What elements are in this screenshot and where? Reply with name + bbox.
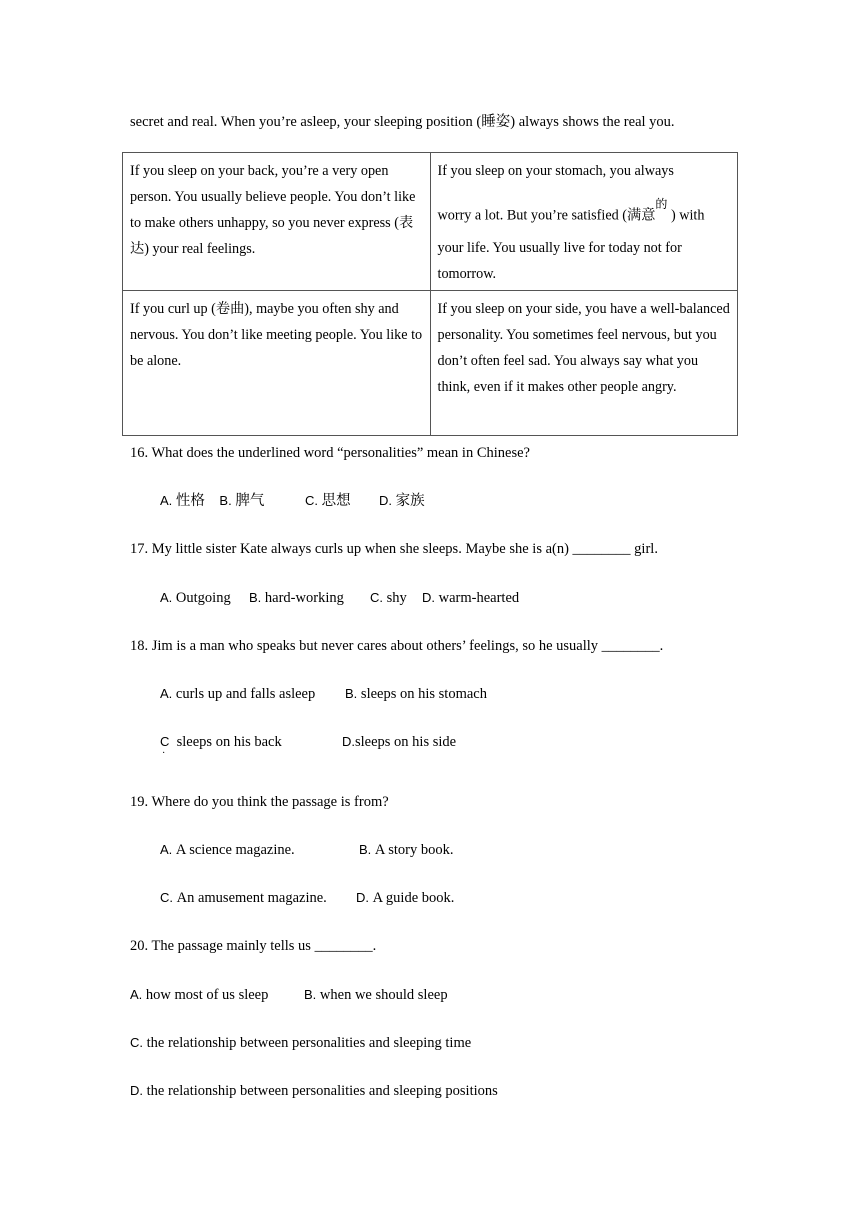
q18-option-c-dot: · xyxy=(162,748,166,759)
q18-option-d: D.sleeps on his side xyxy=(342,734,457,750)
cell-side-text: If you sleep on your side, you have a well-balanced personality. You sometimes feel nervous, but you don’t often feel sad. You always say what you think, even if it makes other people angry. xyxy=(437,301,730,395)
question-18: 18. Jim is a man who speaks but never cares about others’ feelings, so he usually ________. xyxy=(130,638,664,654)
annotation-de: 的 xyxy=(655,197,668,211)
cell-stomach xyxy=(430,153,738,291)
q18-option-c: C sleeps on his back xyxy=(160,734,282,750)
q20-option-a: A. how most of us sleep xyxy=(130,987,269,1003)
q17-option-a: A. Outgoing xyxy=(160,590,231,606)
cell-stomach-line2: worry a lot. But you’re satisfied (满意$^的$ ) with xyxy=(437,197,705,224)
q16-option-c: 思想 xyxy=(321,493,351,509)
sleeping-position-table xyxy=(122,152,738,436)
q17-option-d: D. warm-hearted xyxy=(422,590,520,606)
q18-option-a: A. curls up and falls asleep xyxy=(160,686,316,702)
cell-back-text: If you sleep on your back, you’re a very open person. You usually believe people. You don’t like to make others unhappy, so you never express (表达) your real feelings. xyxy=(130,163,416,257)
cell-stomach-line4: tomorrow. xyxy=(437,265,497,282)
q17-option-b: B. hard-working xyxy=(249,590,344,606)
q16-options: A. 性格 B. 脾气 xyxy=(160,493,265,509)
question-20: 20. The passage mainly tells us ________. xyxy=(130,938,377,954)
question-16: 16. What does the underlined word “personalities” mean in Chinese? xyxy=(130,445,530,461)
q16-option-d: 家族 xyxy=(395,493,425,509)
q20-option-b: B. when we should sleep xyxy=(304,987,448,1003)
q20-option-d: D. the relationship between personalities and sleeping positions xyxy=(130,1083,498,1099)
cell-back xyxy=(123,153,431,291)
q16-option-d-wrap: D. 家族 xyxy=(379,493,425,509)
q17-option-c: C. shy xyxy=(370,590,407,606)
cell-stomach-line1: If you sleep on your stomach, you always xyxy=(437,163,674,179)
q16-options-cd: C. 思想 xyxy=(305,493,351,509)
cell-curl-text: If you curl up (卷曲), maybe you often shy and nervous. You don’t like meeting people. You like to be alone. xyxy=(130,301,423,369)
cell-curl xyxy=(123,291,431,436)
q19-option-a: A. A science magazine. xyxy=(160,842,295,858)
q19-option-c: C. An amusement magazine. xyxy=(160,890,327,906)
q19-option-d: D. A guide book. xyxy=(356,890,455,906)
cell-side xyxy=(430,291,738,436)
q19-option-b: B. A story book. xyxy=(359,842,454,858)
question-17: 17. My little sister Kate always curls up when she sleeps. Maybe she is a(n) ________ girl. xyxy=(130,541,658,557)
intro-line: secret and real. When you’re asleep, your sleeping position (睡姿) always shows the real you. xyxy=(130,114,675,130)
q16-option-b: 脾气 xyxy=(235,493,265,509)
q20-option-c: C. the relationship between personalities and sleeping time xyxy=(130,1035,472,1051)
q18-option-b: B. sleeps on his stomach xyxy=(345,686,487,702)
question-19: 19. Where do you think the passage is from? xyxy=(130,794,389,810)
q16-option-a: 性格 xyxy=(175,493,205,509)
cell-stomach-line3: your life. You usually live for today not for xyxy=(437,239,682,256)
